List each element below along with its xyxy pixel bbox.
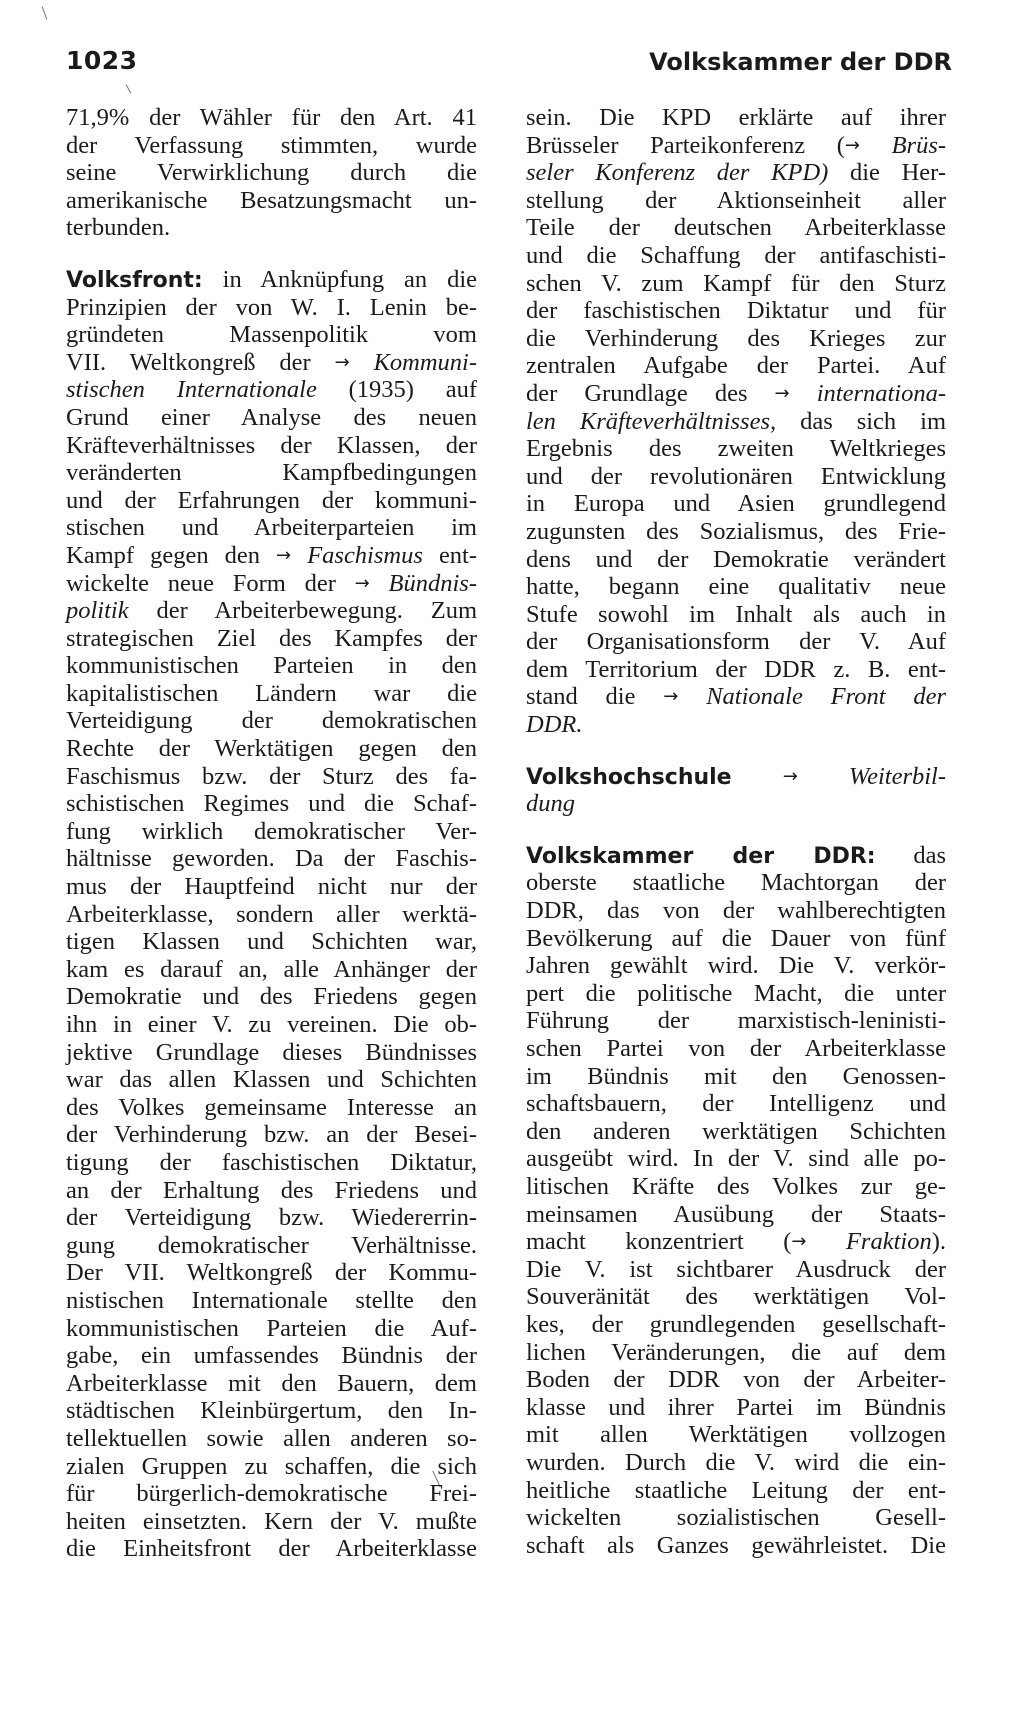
text-line: VII. Weltkongreß der → Kommuni- (66, 348, 478, 376)
right-column (526, 104, 946, 1559)
text-line: hältnisse geworden. Da der Faschis- (66, 845, 477, 873)
lines-b (66, 625, 477, 1563)
text-line: Brüsseler Parteikonferenz (→ Brüs- (526, 131, 947, 159)
text-line: mus der Hauptfeind nicht nur der (66, 873, 477, 901)
scan-mark (42, 6, 48, 19)
lines-b (526, 1256, 946, 1560)
text-line: pert die politische Macht, die unter (526, 979, 946, 1007)
text-line: kapitalistischen Ländern war die (66, 679, 477, 707)
text-line: die Verhinderung des Krieges zur (526, 324, 946, 352)
cross-reference[interactable]: Nationale Front der (706, 683, 946, 711)
text-line: jektive Grundlage dieses Bündnisses (66, 1038, 477, 1066)
text-line: zialen Gruppen zu schaffen, die sich (66, 1452, 477, 1480)
text-line: DDR, das von der wahlberechtigten (526, 897, 946, 925)
text-line: 71,9% der Wähler für den Art. 41 (66, 104, 477, 131)
text-line: Arbeiterklasse mit den Bauern, dem (66, 1369, 477, 1397)
text-line: heitliche staatliche Leitung der ent- (526, 1476, 946, 1504)
text-line: Ergebnis des zweiten Weltkrieges (526, 435, 946, 463)
text-line: des Volkes gemeinsame Interesse an (66, 1093, 477, 1121)
text-line: kes, der grundlegenden gesellschaft- (526, 1310, 946, 1338)
text-line: lichen Veränderungen, die auf dem (526, 1338, 946, 1366)
text-line: Rechte der Werktätigen gegen den (66, 735, 477, 763)
text-line: heiten einsetzten. Kern der V. mußte (66, 1507, 477, 1535)
cross-reference-arrow-icon: → (276, 544, 292, 566)
text-line: schaft als Ganzes gewährleistet. Die (526, 1531, 946, 1559)
scan-mark (126, 84, 132, 93)
text-line: wickelten sozialistischen Gesell- (526, 1504, 946, 1532)
cross-reference-arrow-icon: → (334, 351, 350, 373)
text-line: Faschismus bzw. der Sturz des fa- (66, 762, 477, 790)
left-column (66, 104, 477, 1563)
text-line: der Verteidigung bzw. Wiedererrin- (66, 1204, 477, 1232)
text-line: den anderen werktätigen Schichten (526, 1117, 946, 1145)
text-line: stischen und Arbeiterparteien im (66, 514, 477, 542)
cross-reference[interactable]: dung (526, 790, 575, 818)
text-line: der Organisationsform der V. Auf (526, 628, 946, 656)
text-line (526, 711, 946, 739)
text-line: in Europa und Asien grundlegend (526, 490, 946, 518)
text-line: sein. Die KPD erklärte auf ihrer (526, 104, 946, 131)
text-line: politik der Arbeiterbewegung. Zum (66, 597, 477, 625)
cross-reference[interactable]: DDR. (526, 711, 583, 739)
text-line: fung wirklich demokratischer Ver- (66, 817, 477, 845)
text-line: Demokratie und des Friedens gegen (66, 983, 477, 1011)
text-line: städtischen Kleinbürgertum, den In- (66, 1397, 477, 1425)
text-line: tellektuellen sowie allen anderen so- (66, 1424, 477, 1452)
entry-volksfront-continued (526, 104, 946, 739)
text-line: schistischen Regimes und die Schaf- (66, 790, 477, 818)
cross-reference[interactable]: Kommuni- (373, 348, 478, 376)
cross-reference-arrow-icon: → (663, 686, 679, 708)
text-line: die Einheitsfront der Arbeiterklasse (66, 1535, 477, 1563)
text-line: der Grundlage des → internationa- (526, 379, 946, 407)
cross-reference[interactable]: internationa- (816, 379, 946, 407)
text-line: wurden. Durch die V. wird die ein- (526, 1448, 946, 1476)
cross-reference[interactable]: Weiterbil- (848, 762, 947, 790)
text-line (526, 790, 946, 818)
text-line: wickelte neue Form der → Bündnis- (66, 569, 477, 597)
cross-reference[interactable]: seler Konferenz der KPD) (526, 159, 829, 187)
cross-reference-arrow-icon: → (791, 1231, 807, 1253)
cross-reference[interactable]: Fraktion (845, 1228, 932, 1256)
text-line: litischen Kräfte des Volkes zur ge- (526, 1172, 946, 1200)
text-line: an der Erhaltung des Friedens und (66, 1176, 477, 1204)
text-line: hatte, begann eine qualitativ neue (526, 573, 946, 601)
text-line: gründeten Massenpolitik vom (66, 321, 477, 349)
text-line: Führung der marxistisch-leninisti- (526, 1007, 946, 1035)
running-head: Volkskammer der DDR (649, 48, 952, 76)
text-line: der faschistischen Diktatur und für (526, 297, 946, 325)
text-line: kommunistischen Parteien die Auf- (66, 1314, 477, 1342)
text-line: Prinzipien der von W. I. Lenin be- (66, 293, 477, 321)
cross-reference-arrow-icon: → (844, 134, 860, 156)
text-line: meinsamen Ausübung der Staats- (526, 1200, 946, 1228)
text-line: Souveränität des werktätigen Vol- (526, 1283, 946, 1311)
cross-reference[interactable]: Bündnis- (388, 569, 477, 597)
text-line: macht konzentriert (→ Fraktion). (526, 1228, 947, 1256)
text-line: kam es darauf an, alle Anhänger der (66, 955, 477, 983)
cross-reference[interactable]: stischen Internationale (66, 376, 317, 404)
cross-reference-arrow-icon: → (354, 572, 370, 594)
text-line: stischen Internationale (1935) auf (66, 376, 478, 404)
lines-a (526, 869, 946, 1228)
text-line: strategischen Ziel des Kampfes der (66, 624, 477, 652)
text-line: und der Erfahrungen der kommuni- (66, 486, 477, 514)
text-line: schen Partei von der Arbeiterklasse (526, 1035, 946, 1062)
lines-a (66, 404, 477, 542)
text-line: zentralen Aufgabe der Partei. Auf (526, 352, 946, 380)
text-line: amerikanische Besatzungsmacht un- (66, 186, 477, 214)
text-line: oberste staatliche Machtorgan der (526, 869, 946, 897)
entry-volkshochschule (526, 763, 946, 818)
text-line: veränderten Kampfbedingungen (66, 459, 477, 487)
text-line: seine Verwirklichung durch die (66, 159, 477, 187)
text-line: Grund einer Analyse des neuen (66, 403, 477, 431)
lines-b (526, 435, 946, 683)
entry-lemma: Volkshochschule (526, 764, 732, 790)
text-line: kommunistischen Parteien in den (66, 652, 477, 680)
cross-reference[interactable]: len Kräfteverhältnisses, (526, 407, 777, 435)
text-line: klasse und ihrer Partei im Bündnis (526, 1393, 946, 1421)
text-line: terbunden. (66, 214, 171, 242)
text-line: Volksfront: in Anknüpfung an die (66, 265, 477, 293)
entry-volkskammer (526, 842, 946, 1559)
page-header (66, 42, 952, 82)
text-line: stand die → Nationale Front der (526, 683, 946, 711)
entry-continuation (66, 104, 477, 242)
text-line: Der VII. Weltkongreß der Kommu- (66, 1259, 477, 1287)
text-line: Die V. ist sichtbarer Ausdruck der (526, 1255, 946, 1283)
text-line: zugunsten des Sozialismus, des Frie- (526, 517, 946, 545)
text-line: ihn in einer V. zu vereinen. Die ob- (66, 1011, 477, 1038)
text-line: der Verhinderung bzw. an der Besei- (66, 1121, 477, 1149)
text-line: Stufe sowohl im Inhalt als auch in (526, 600, 946, 628)
text-line: und die Schaffung der antifaschisti- (526, 241, 946, 269)
text-line: schaftsbauern, der Intelligenz und (526, 1090, 946, 1118)
cross-reference[interactable]: Brüs- (891, 131, 947, 159)
cross-reference-arrow-icon: → (782, 765, 798, 787)
page-number: 1023 (66, 46, 138, 75)
text-line: mit allen Werktätigen vollzogen (526, 1421, 946, 1449)
text-line: im Bündnis mit den Genossen- (526, 1062, 946, 1090)
text-line: Teile der deutschen Arbeiterklasse (526, 214, 946, 242)
text-line: dens und der Demokratie verändert (526, 545, 946, 573)
text-line: schen V. zum Kampf für den Sturz (526, 269, 946, 297)
text-line: stellung der Aktionseinheit aller (526, 186, 946, 214)
text-line: Bevölkerung auf die Dauer von fünf (526, 924, 946, 952)
text-line (526, 763, 946, 791)
cross-reference-arrow-icon: → (774, 382, 790, 404)
text-line: gung demokratischer Verhältnisse. (66, 1231, 477, 1259)
text-line: der Verfassung stimmten, wurde (66, 131, 477, 159)
entry-lemma: Volksfront: (66, 267, 203, 293)
text-line: dem Territorium der DDR z. B. ent- (526, 655, 946, 683)
text-line: Jahren gewählt wird. Die V. verkör- (526, 952, 946, 980)
text-line: Kampf gegen den → Faschismus ent- (66, 541, 478, 569)
text-line: nistischen Internationale stellte den (66, 1286, 477, 1314)
text-line: Boden der DDR von der Arbeiter- (526, 1366, 946, 1394)
text-line: Arbeiterklasse, sondern aller werktä- (66, 900, 477, 928)
text-line: Verteidigung der demokratischen (66, 707, 477, 735)
entry-lemma: Volkskammer der DDR: (526, 843, 876, 869)
text-line: seler Konferenz der KPD) die Her- (526, 159, 947, 187)
lines-a (526, 187, 946, 380)
cross-reference[interactable]: Faschismus (307, 541, 423, 569)
text-line: tigen Klassen und Schichten war, (66, 928, 477, 956)
text-line: len Kräfteverhältnisses, das sich im (526, 407, 946, 435)
text-line: tigung der faschistischen Diktatur, (66, 1148, 477, 1176)
text-line: Kräfteverhältnisses der Klassen, der (66, 431, 477, 459)
text-line: gabe, ein umfassendes Bündnis der (66, 1342, 477, 1370)
text-line: für bürgerlich-demokratische Frei- (66, 1480, 477, 1508)
text-line: ausgeübt wird. In der V. sind alle po- (526, 1145, 946, 1173)
text-line: und der revolutionären Entwicklung (526, 462, 946, 490)
entry-volksfront (66, 266, 477, 1563)
text-line: Volkskammer der DDR: das (526, 841, 947, 869)
text-line: war das allen Klassen und Schichten (66, 1066, 477, 1094)
cross-reference[interactable]: politik (66, 597, 129, 625)
